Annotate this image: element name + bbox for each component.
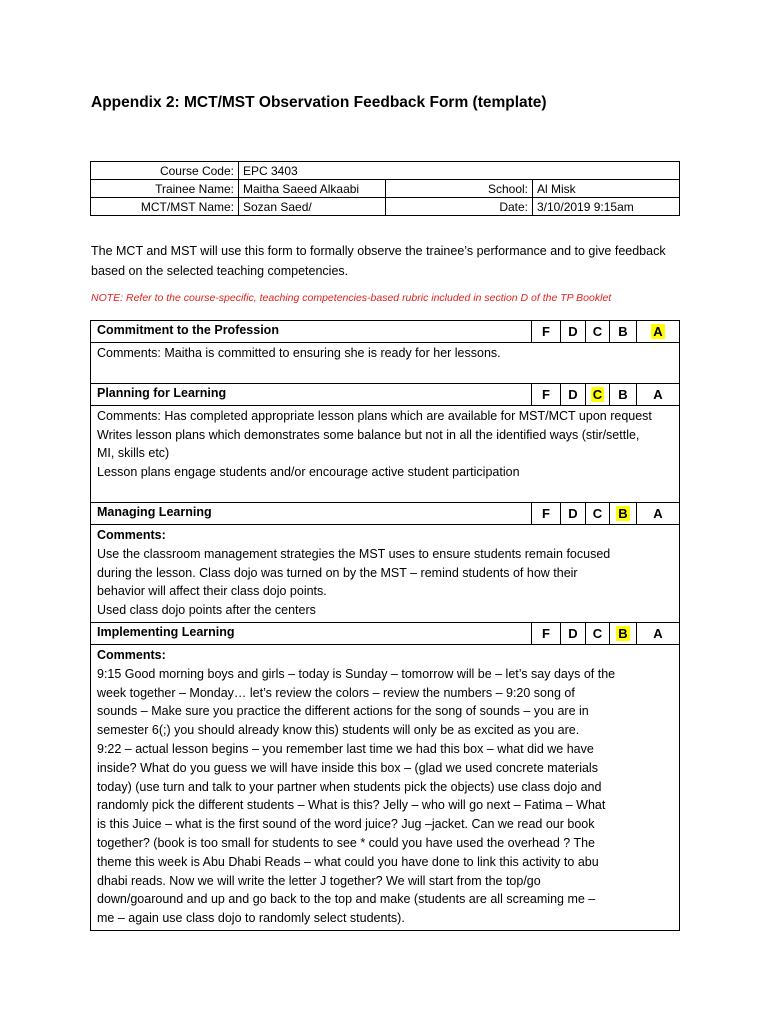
comment-line: Comments: <box>97 647 166 662</box>
grade-letter: B <box>618 324 628 339</box>
comments-cell <box>91 405 680 502</box>
grade-letter: A <box>653 505 663 521</box>
comment-line: down/goaround and up and go back to the top and make (students are all screaming me – <box>97 892 596 907</box>
section-title: Planning for Learning <box>91 383 532 405</box>
comment-line: together? (book is too small for students to see * could you have used the overhead ? The <box>97 835 595 850</box>
comment-line: 9:22 – actual lesson begins – you remember last time we had this box – what did we have <box>97 741 594 756</box>
trainee-name-value: Maitha Saeed Alkaabi <box>239 180 386 198</box>
comments-cell <box>91 524 680 622</box>
comments-cell <box>91 343 680 384</box>
grade-letter: D <box>568 324 578 339</box>
grade-letter-selected: B <box>618 625 628 641</box>
grade-cell-b <box>610 622 637 644</box>
school-value: Al Misk <box>533 180 680 198</box>
grade-letter: C <box>592 505 603 521</box>
grade-cell-b <box>610 502 637 524</box>
section-header-row <box>91 622 680 644</box>
grade-cell-f <box>532 383 561 405</box>
grade-letter: D <box>568 386 578 402</box>
section-header-row <box>91 502 680 524</box>
grade-cell-b <box>610 321 637 343</box>
grade-letter-selected: C <box>592 386 603 402</box>
comment-line: Used class dojo points after the centers <box>97 603 316 618</box>
comment-line: behavior will affect their class dojo points. <box>97 584 327 599</box>
grade-cell-a <box>637 321 680 343</box>
comment-line: is this Juice – what is the first sound of the word juice? Jug –jacket. Can we read our book <box>97 817 595 832</box>
comment-line: randomly pick the different students – What is this? Jelly – who will go next – Fatima – What <box>97 798 606 813</box>
comment-line: week together – Monday… let’s review the colors – review the numbers – 9:20 song of <box>97 685 575 700</box>
comment-line: me – again use class dojo to randomly select students). <box>97 911 405 926</box>
grade-cell-f <box>532 622 561 644</box>
grade-cell-c <box>586 622 610 644</box>
comment-line: Comments: Maitha is committed to ensuring she is ready for her lessons. <box>97 346 501 360</box>
comment-line: Writes lesson plans which demonstrates some balance but not in all the identified ways (stir/settle, <box>97 427 640 442</box>
mct-mst-name-value: Sozan Saed/ <box>239 198 386 216</box>
comment-row <box>91 343 680 384</box>
section-header-row <box>91 383 680 405</box>
section-title: Commitment to the Profession <box>91 321 532 343</box>
comment-line: inside? What do you guess we will have inside this box – (glad we used concrete materials <box>97 760 598 775</box>
comment-line: Comments: Has completed appropriate lesson plans which are available for MST/MCT upon request <box>97 408 652 423</box>
intro-paragraph: The MCT and MST will use this form to formally observe the trainee’s performance and to give feedback based on the selected teaching competencies. <box>91 244 666 278</box>
course-code-label: Course Code: <box>91 162 239 180</box>
comment-spacer <box>97 363 673 381</box>
grade-letter: F <box>542 505 550 521</box>
comment-line: semester 6(;) you should already know this) students will only be as excited as you are. <box>97 723 580 738</box>
comment-spacer <box>97 482 673 500</box>
comment-line: today) (use turn and talk to your partner when students pick the objects) use class dojo and <box>97 779 602 794</box>
grade-letter: A <box>653 386 663 402</box>
grade-letter: F <box>542 625 550 641</box>
grade-cell-c <box>586 383 610 405</box>
trainee-name-label: Trainee Name: <box>91 180 239 198</box>
comment-line: 9:15 Good morning boys and girls – today is Sunday – tomorrow will be – let’s say days of the <box>97 666 616 681</box>
comment-row <box>91 524 680 622</box>
grade-letter: A <box>653 625 663 641</box>
section-title: Managing Learning <box>91 502 532 524</box>
comment-line: MI, skills etc) <box>97 446 170 461</box>
grade-letter-selected: B <box>618 505 628 521</box>
grade-letter: D <box>568 625 578 641</box>
grade-cell-f <box>532 502 561 524</box>
grade-cell-a <box>637 502 680 524</box>
grade-cell-a <box>637 622 680 644</box>
mct-mst-name-label: MCT/MST Name: <box>91 198 239 216</box>
grade-cell-c <box>586 502 610 524</box>
comment-line: sounds – Make sure you practice the different actions for the song of sounds – you are in <box>97 704 589 719</box>
grade-cell-d <box>561 321 586 343</box>
comment-line: Lesson plans engage students and/or encourage active student participation <box>97 465 520 480</box>
grade-cell-d <box>561 502 586 524</box>
grade-cell-c <box>586 321 610 343</box>
grade-cell-d <box>561 383 586 405</box>
grade-cell-f <box>532 321 561 343</box>
comment-row <box>91 405 680 502</box>
comment-line: during the lesson. Class dojo was turned on by the MST – remind students of how their <box>97 565 578 580</box>
comment-line: dhabi reads. Now we will write the letter J together? We will start from the top/go <box>97 873 541 888</box>
form-title: Appendix 2: MCT/MST Observation Feedback Form (template) <box>91 94 547 111</box>
comment-line: Comments: <box>97 527 166 542</box>
comment-line: Use the classroom management strategies the MST uses to ensure students remain focused <box>97 546 611 561</box>
grade-letter: F <box>542 386 550 402</box>
comments-cell <box>91 644 680 930</box>
note-text: NOTE: Refer to the course-specific, teaching competencies-based rubric included in section D of the TP Booklet <box>91 292 612 304</box>
grade-cell-a <box>637 383 680 405</box>
grade-cell-d <box>561 622 586 644</box>
grade-letter: C <box>592 625 603 641</box>
grade-letter: D <box>568 505 578 521</box>
comment-line: theme this week is Abu Dhabi Reads – what could you have done to link this activity to abu <box>97 854 599 869</box>
section-header-row <box>91 321 680 343</box>
grade-letter: B <box>618 386 628 402</box>
date-label: Date: <box>386 198 533 216</box>
rubric-table <box>90 320 680 931</box>
course-info-table <box>90 161 680 216</box>
grade-cell-b <box>610 383 637 405</box>
date-value: 3/10/2019 9:15am <box>533 198 680 216</box>
grade-letter-selected: A <box>653 324 663 339</box>
grade-letter: F <box>542 324 550 339</box>
grade-letter: C <box>592 324 603 339</box>
comment-row <box>91 644 680 930</box>
course-code-value: EPC 3403 <box>239 162 680 180</box>
section-title: Implementing Learning <box>91 622 532 644</box>
school-label: School: <box>386 180 533 198</box>
